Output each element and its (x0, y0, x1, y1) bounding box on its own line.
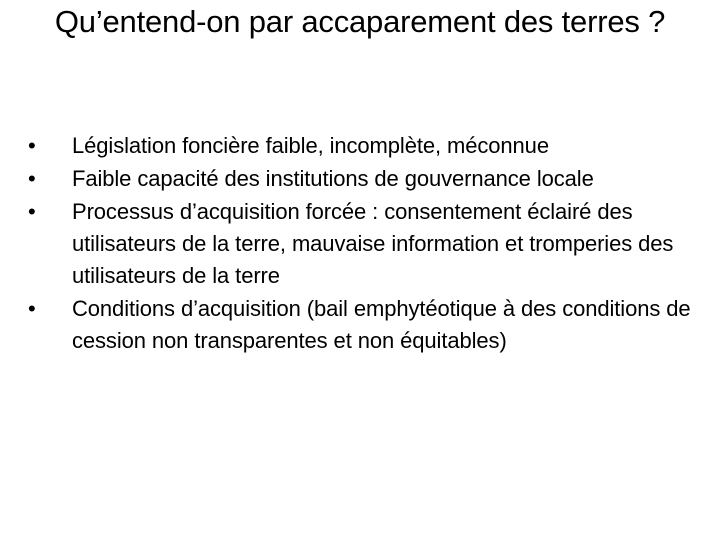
bullet-item (28, 130, 692, 162)
bullet-item (28, 196, 692, 292)
bullet-marker: • (28, 166, 36, 191)
bullet-list (28, 130, 692, 358)
bullet-text: Conditions d’acquisition (bail emphytéotique à des conditions de cession non transparentes et non équitables) (72, 296, 691, 353)
bullet-text: Faible capacité des institutions de gouvernance locale (72, 166, 594, 191)
bullet-marker: • (28, 199, 36, 224)
bullet-text: Législation foncière faible, incomplète, méconnue (72, 133, 549, 158)
bullet-marker: • (28, 133, 36, 158)
bullet-item (28, 163, 692, 195)
bullet-text: Processus d’acquisition forcée : consentement éclairé des utilisateurs de la terre, mauvaise information et tromperies des utilisateurs de la terre (72, 199, 674, 288)
bullet-item (28, 293, 692, 357)
slide-title: Qu’entend-on par accaparement des terres ? (54, 4, 666, 39)
bullet-marker: • (28, 296, 36, 321)
